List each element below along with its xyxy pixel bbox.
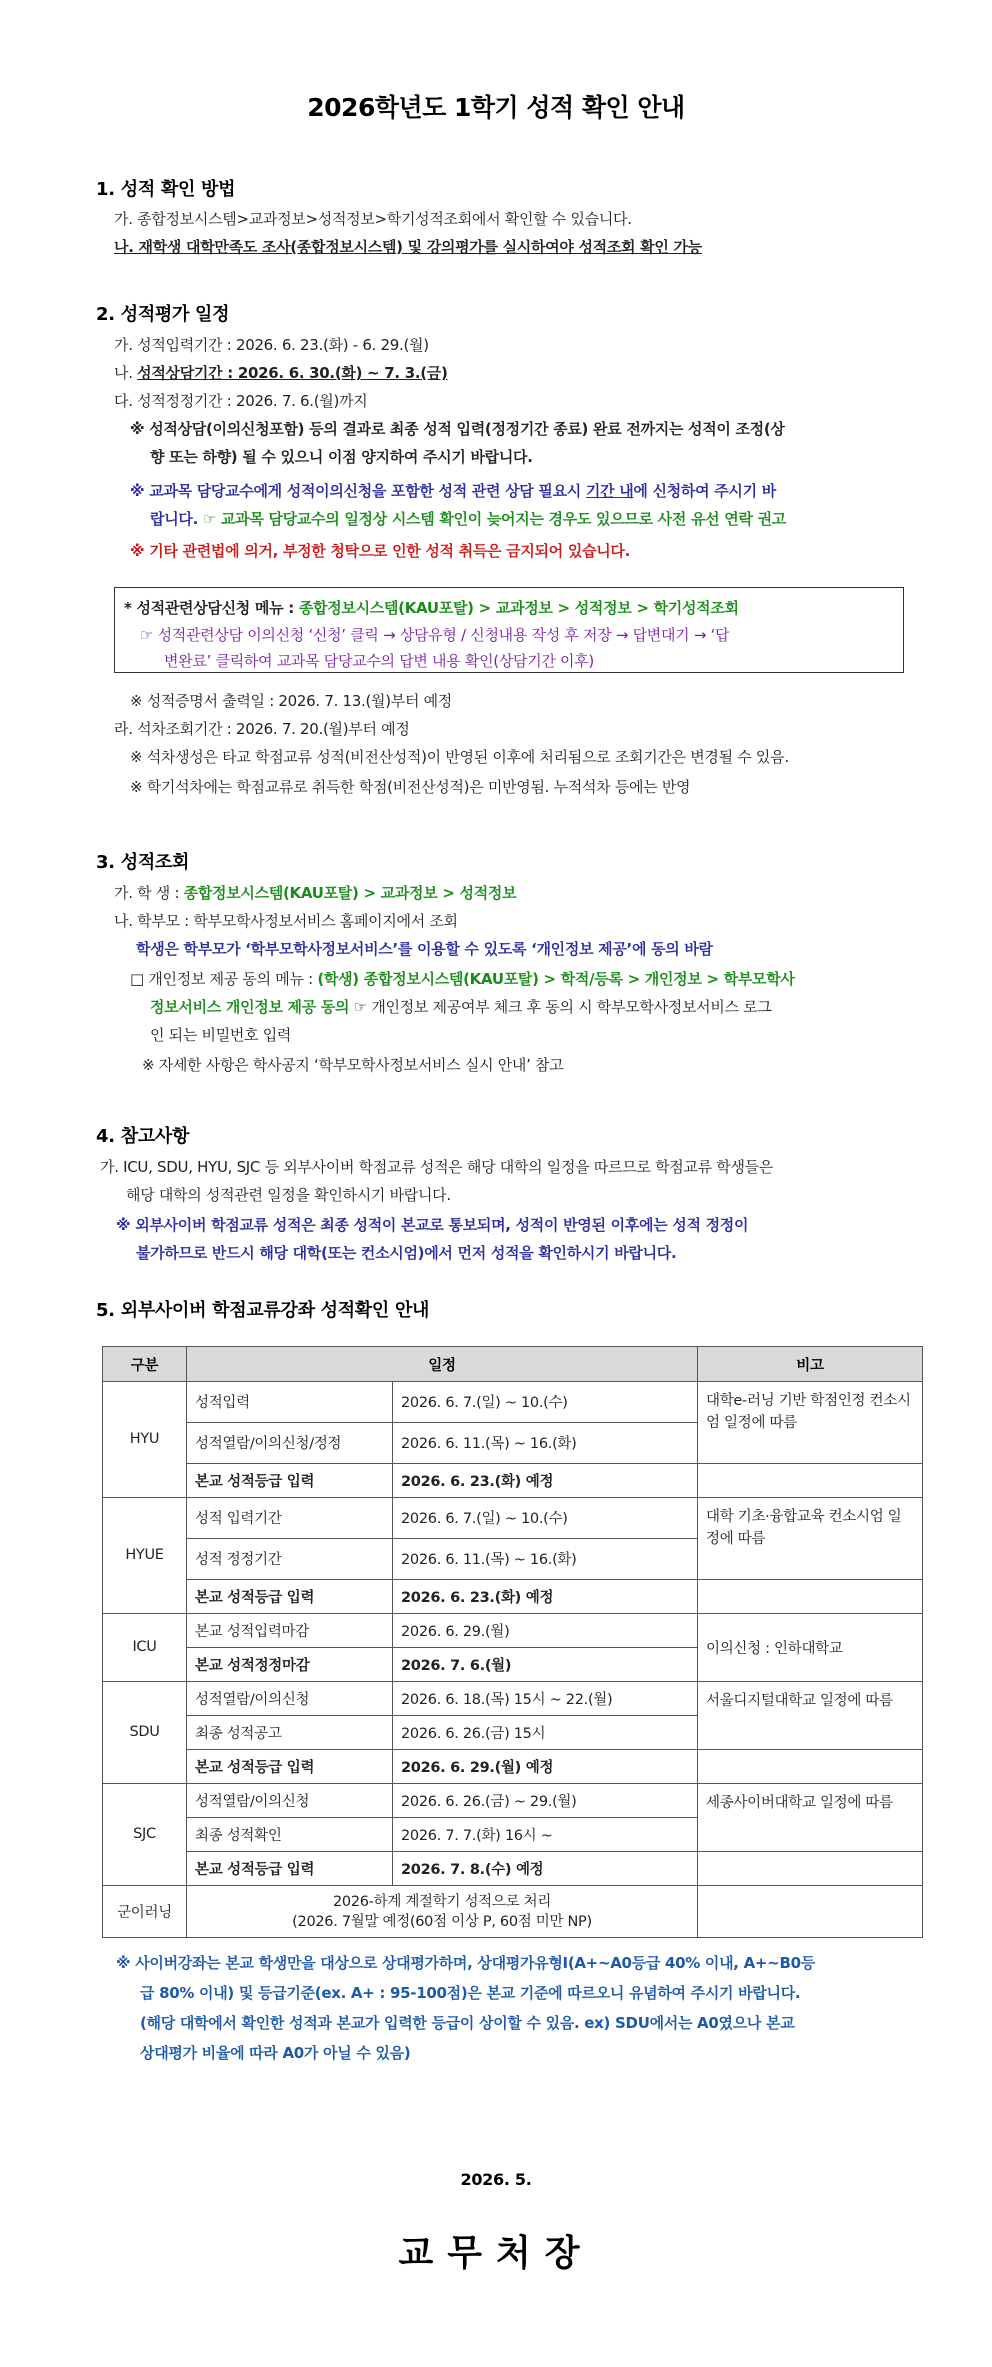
s1-item-b: 나. 재학생 대학만족도 조사(종합정보시스템) 및 강의평가를 실시하여야 성적조회 확인 가능	[114, 238, 702, 256]
section-1-heading: 1. 성적 확인 방법	[96, 179, 236, 200]
header-category: 구분	[103, 1347, 187, 1382]
section-3-heading: 3. 성적조회	[96, 852, 190, 873]
s4-item-a-line2: 해당 대학의 성적관련 일정을 확인하시기 바랍니다.	[126, 1186, 451, 1204]
s3-item-b: 나. 학부모 : 학부모학사정보서비스 홈페이지에서 조회	[114, 912, 458, 930]
s2-note-6: ※ 학기석차에는 학점교류로 취득한 학점(비전산성적)은 미반영됨. 누적석차 등에는 반영	[130, 778, 691, 796]
row-date: 2026. 6. 23.(화) 예정	[393, 1579, 698, 1613]
s2-note-1-line1: ※ 성적상담(이의신청포함) 등의 결과로 최종 성적 입력(정정기간 종료) 완료 전까지는 성적이 조정(상	[130, 420, 785, 438]
row-date: 2026. 6. 26.(금) ~ 29.(월)	[393, 1783, 698, 1817]
s5-note-line3: (해당 대학에서 확인한 성적과 본교가 입력한 등급이 상이할 수 있음. ex) SDU에서는 A0였으나 본교	[140, 2014, 795, 2032]
s2-note-3: ※ 기타 관련법에 의거, 부정한 청탁으로 인한 성적 취득은 금지되어 있습니다.	[130, 542, 631, 560]
table-header-row	[103, 1347, 923, 1382]
row-item: 본교 성적등급 입력	[187, 1463, 393, 1497]
s3-consent-menu-line3: 인 되는 비밀번호 입력	[150, 1026, 292, 1044]
group-sdu: SDU	[103, 1681, 187, 1783]
group-icu: ICU	[103, 1613, 187, 1681]
remark-empty	[698, 1886, 923, 1938]
row-date: 2026. 7. 6.(월)	[393, 1647, 698, 1681]
issue-date: 2026. 5.	[460, 2170, 532, 2189]
row-item: 성적열람/이의신청/정정	[187, 1422, 393, 1463]
s2-note-2-line1: ※ 교과목 담당교수에게 성적이의신청을 포함한 성적 관련 상담 필요시 기간 내에 신청하여 주시기 바	[130, 482, 776, 500]
row-item: 최종 성적확인	[187, 1817, 393, 1851]
s5-note-line4: 상대평가 비율에 따라 A0가 아닐 수 있음)	[140, 2044, 411, 2062]
s3-consent-menu-line1: □ 개인정보 제공 동의 메뉴 : (학생) 종합정보시스템(KAU포탈) > 학적/등록 > 개인정보 > 학부모학사	[130, 970, 795, 988]
s2-note-2-line2: 랍니다. ☞ 교과목 담당교수의 일정상 시스템 확인이 늦어지는 경우도 있으므로 사전 유선 연락 권고	[150, 510, 786, 528]
row-item: 성적 입력기간	[187, 1497, 393, 1538]
table-row	[103, 1463, 923, 1497]
row-item: 본교 성적등급 입력	[187, 1579, 393, 1613]
table-row	[103, 1851, 923, 1885]
s3-consent-menu-line2: 정보서비스 개인정보 제공 동의 ☞ 개인정보 제공여부 체크 후 동의 시 학부모학사정보서비스 로그	[150, 998, 772, 1016]
row-date: 2026. 7. 8.(수) 예정	[393, 1851, 698, 1885]
s2-note-1-line2: 향 또는 하향) 될 수 있으니 이점 양지하여 주시기 바랍니다.	[150, 448, 533, 466]
row-date: 2026. 7. 7.(화) 16시 ~	[393, 1817, 698, 1851]
section-4-heading: 4. 참고사항	[96, 1126, 190, 1147]
table-row	[103, 1579, 923, 1613]
row-item: 본교 성적등급 입력	[187, 1749, 393, 1783]
remark-empty	[698, 1851, 923, 1885]
row-date: 2026. 6. 29.(월) 예정	[393, 1749, 698, 1783]
s2-note-5: ※ 석차생성은 타교 학점교류 성적(비전산성적)이 반영된 이후에 처리됨으로 조회기간은 변경될 수 있음.	[130, 748, 789, 766]
row-date: 2026. 6. 7.(일) ~ 10.(수)	[393, 1497, 698, 1538]
table-row	[103, 1886, 923, 1938]
s3-item-a: 가. 학 생 : 종합정보시스템(KAU포탈) > 교과정보 > 성적정보	[114, 884, 517, 902]
group-military: 군이러닝	[103, 1886, 187, 1938]
table-row	[103, 1681, 923, 1715]
s2-note-4: ※ 성적증명서 출력일 : 2026. 7. 13.(월)부터 예정	[130, 692, 452, 710]
remark-icu: 이의신청 : 인하대학교	[698, 1613, 923, 1681]
box-line-2: ☞ 성적관련상담 이의신청 ‘신청’ 클릭 → 상담유형 / 신청내용 작성 후 저장 → 답변대기 → ‘답	[140, 626, 730, 644]
row-item: 성적 정정기간	[187, 1538, 393, 1579]
row-date: 2026. 6. 23.(화) 예정	[393, 1463, 698, 1497]
row-item: 본교 성적정정마감	[187, 1647, 393, 1681]
s2-item-b: 나. 성적상담기간 : 2026. 6. 30.(화) ~ 7. 3.(금)	[114, 364, 448, 382]
s1-item-a: 가. 종합정보시스템>교과정보>성적정보>학기성적조회에서 확인할 수 있습니다.	[114, 210, 632, 228]
group-hyu: HYU	[103, 1382, 187, 1498]
group-sjc: SJC	[103, 1783, 187, 1885]
section-2-heading: 2. 성적평가 일정	[96, 304, 230, 325]
row-date: 2026. 6. 11.(목) ~ 16.(화)	[393, 1422, 698, 1463]
s2-item-a: 가. 성적입력기간 : 2026. 6. 23.(화) - 6. 29.(월)	[114, 336, 429, 354]
row-date: 2026. 6. 26.(금) 15시	[393, 1715, 698, 1749]
remark-sjc: 세종사이버대학교 일정에 따름	[698, 1783, 923, 1851]
military-schedule: 2026-하계 계절학기 성적으로 처리 (2026. 7월말 예정(60점 이상 P, 60점 미만 NP)	[187, 1886, 698, 1938]
row-date: 2026. 6. 11.(목) ~ 16.(화)	[393, 1538, 698, 1579]
s5-note-line2: 급 80% 이내) 및 등급기준(ex. A+ : 95-100점)은 본교 기준에 따르오니 유념하여 주시기 바랍니다.	[140, 1984, 801, 2002]
s4-item-a-line1: 가. ICU, SDU, HYU, SJC 등 외부사이버 학점교류 성적은 해당 대학의 일정을 따르므로 학점교류 학생들은	[100, 1158, 774, 1176]
remark-sdu: 서울디지털대학교 일정에 따름	[698, 1681, 923, 1749]
box-line-3: 변완료’ 클릭하여 교과목 담당교수의 답변 내용 확인(상담기간 이후)	[164, 652, 594, 670]
page-title: 2026학년도 1학기 성적 확인 안내	[307, 93, 685, 122]
s3-note: ※ 자세한 사항은 학사공지 ‘학부모학사정보서비스 실시 안내’ 참고	[142, 1056, 564, 1074]
remark-empty	[698, 1463, 923, 1497]
s2-item-d: 라. 석차조회기간 : 2026. 7. 20.(월)부터 예정	[114, 720, 410, 738]
header-schedule: 일정	[187, 1347, 698, 1382]
row-date: 2026. 6. 18.(목) 15시 ~ 22.(월)	[393, 1681, 698, 1715]
table-row	[103, 1497, 923, 1538]
table-row	[103, 1783, 923, 1817]
row-item: 최종 성적공고	[187, 1715, 393, 1749]
remark-hyu: 대학e-러닝 기반 학점인정 컨소시엄 일정에 따름	[698, 1382, 923, 1464]
remark-empty	[698, 1579, 923, 1613]
s4-note-line2: 불가하므로 반드시 해당 대학(또는 컨소시엄)에서 먼저 성적을 확인하시기 바랍니다.	[136, 1244, 677, 1262]
s5-note-line1: ※ 사이버강좌는 본교 학생만을 대상으로 상대평가하며, 상대평가유형Ⅰ(A+~A0등급 40% 이내, A+~B0등	[116, 1954, 815, 1972]
row-item: 성적열람/이의신청	[187, 1681, 393, 1715]
issuing-office: 교무처장	[398, 2233, 594, 2274]
remark-empty	[698, 1749, 923, 1783]
row-date: 2026. 6. 29.(월)	[393, 1613, 698, 1647]
group-hyue: HYUE	[103, 1497, 187, 1613]
cyber-grade-table	[102, 1346, 923, 1938]
table-row	[103, 1749, 923, 1783]
s2-item-c: 다. 성적정정기간 : 2026. 7. 6.(월)까지	[114, 392, 368, 410]
s3-consent: 학생은 학부모가 ‘학부모학사정보서비스’를 이용할 수 있도록 ‘개인정보 제공’에 동의 바람	[136, 940, 713, 958]
row-item: 본교 성적등급 입력	[187, 1851, 393, 1885]
consult-period: 성적상담기간 : 2026. 6. 30.(화) ~ 7. 3.(금)	[137, 364, 448, 382]
s4-note-line1: ※ 외부사이버 학점교류 성적은 최종 성적이 본교로 통보되며, 성적이 반영된 이후에는 성적 정정이	[116, 1216, 749, 1234]
header-remarks: 비고	[698, 1347, 923, 1382]
table-row	[103, 1613, 923, 1647]
section-5-heading: 5. 외부사이버 학점교류강좌 성적확인 안내	[96, 1300, 430, 1321]
row-item: 성적입력	[187, 1382, 393, 1423]
box-line-1: * 성적관련상담신청 메뉴 : 종합정보시스템(KAU포탈) > 교과정보 > 성적정보 > 학기성적조회	[124, 599, 739, 617]
table-row	[103, 1382, 923, 1423]
remark-hyue: 대학 기초·융합교육 컨소시엄 일정에 따름	[698, 1497, 923, 1579]
row-item: 성적열람/이의신청	[187, 1783, 393, 1817]
row-item: 본교 성적입력마감	[187, 1613, 393, 1647]
row-date: 2026. 6. 7.(일) ~ 10.(수)	[393, 1382, 698, 1423]
